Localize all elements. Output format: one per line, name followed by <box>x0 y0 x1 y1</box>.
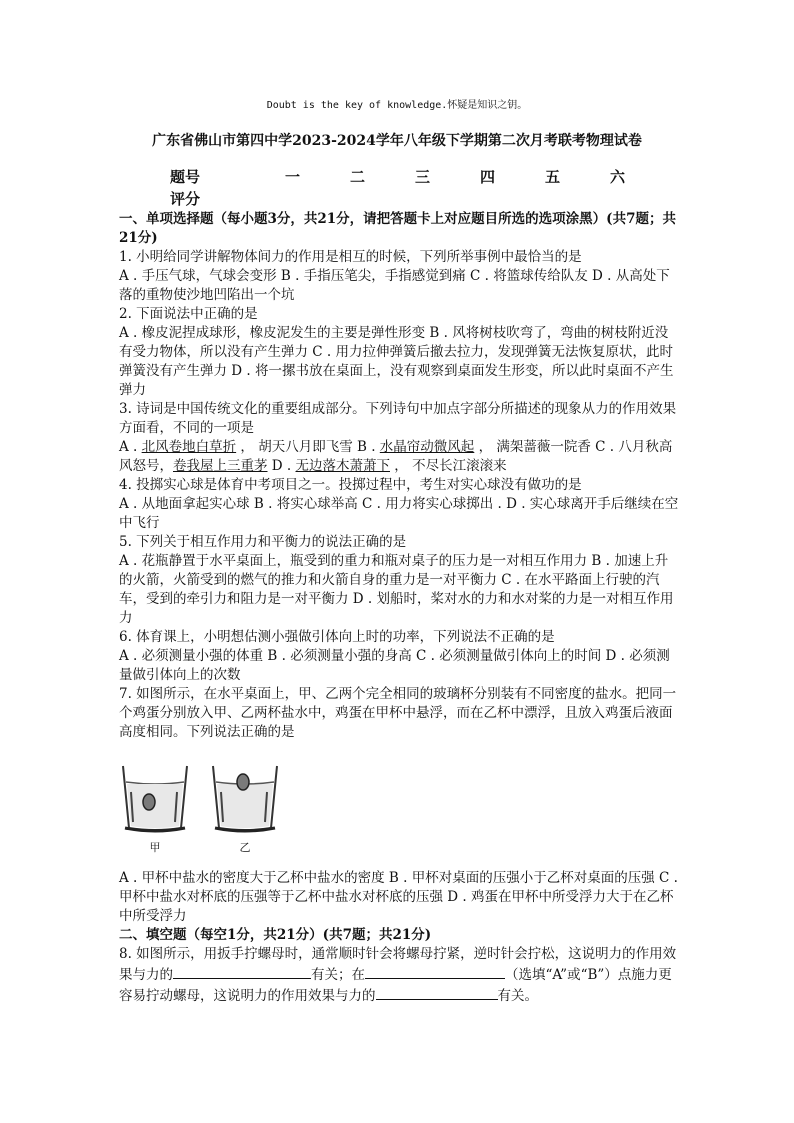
exam-content <box>119 210 681 1006</box>
question-stem: 1. 小明给同学讲解物体间力的作用是相互的时候，下列所举事例中最恰当的是 <box>119 249 582 265</box>
figure-label: 乙 <box>239 841 251 854</box>
score-table-column: 三 <box>414 168 430 186</box>
exam-title: 广东省佛山市第四中学2023-2024学年八年级下学期第二次月考联考物理试卷 <box>152 133 642 149</box>
figure-label: 甲 <box>149 841 161 854</box>
question-text: 8. 如图所示，用扳手拧螺母时，通常顺时针会将螺母拧紧，逆时针会拧松，这说明力的作用效果与力的 <box>119 946 677 983</box>
cup-yi-drawing <box>209 762 281 834</box>
underlined-phrase: 北风卷地白草折 <box>141 439 237 455</box>
score-table-score-row <box>170 188 650 210</box>
question-stem: 3. 诗词是中国传统文化的重要组成部分。下列诗句中加点字部分所描述的现象从力的作用效果方面看，不同的一项是 <box>119 401 677 436</box>
question-options: A . 甲杯中盐水的密度大于乙杯中盐水的密度 B . 甲杯对桌面的压强小于乙杯对桌面的压强 C . 甲杯中盐水对杯底的压强等于乙杯中盐水对杯底的压强 D . 鸡蛋在甲杯中所受浮力大于在乙杯中所受浮力 <box>119 870 678 924</box>
question-stem: 7. 如图所示，在水平桌面上，甲、乙两个完全相同的玻璃杯分别装有不同密度的盐水。把同一个鸡蛋分别放入甲、乙两杯盐水中，鸡蛋在甲杯中悬浮，而在乙杯中漂浮，且放入鸡蛋后液面高度相同。下列说法正确的是 <box>119 686 677 740</box>
score-table-header-row <box>170 166 650 188</box>
answer-blank[interactable] <box>376 985 498 1000</box>
question-stem: 6. 体育课上，小明想估测小强做引体向上时的功率，下列说法不正确的是 <box>119 629 555 645</box>
underlined-phrase: 卷我屋上三重茅 <box>173 458 268 474</box>
question-stem: 2. 下面说法中正确的是 <box>119 306 258 322</box>
cup-yi <box>209 762 281 857</box>
option-text: ， 满架蔷薇一院香 C . 八月秋高风怒号， <box>119 439 673 474</box>
question-options <box>119 438 681 476</box>
cup-jia <box>119 762 191 857</box>
question-options: A . 从地面拿起实心球 B . 将实心球举高 C . 用力将实心球掷出 . D . 实心球离开手后继续在空中飞行 <box>119 496 679 531</box>
egg-in-cups-figure <box>119 762 681 857</box>
score-table-score-label: 评分 <box>170 190 201 208</box>
question-fill-in <box>119 945 681 1006</box>
answer-blank[interactable] <box>365 964 505 979</box>
score-table-column: 五 <box>544 168 560 186</box>
option-text: ， 不尽长江滚滚来 <box>390 458 507 474</box>
score-table-column: 六 <box>609 168 625 186</box>
option-text: D . <box>267 458 296 474</box>
option-text: A . <box>119 439 142 455</box>
question-options: A . 手压气球，气球会变形 B . 手指压笔尖，手指感觉到痛 C . 将篮球传给队友 D . 从高处下落的重物使沙地凹陷出一个坑 <box>119 268 670 303</box>
question-options: A . 必须测量小强的体重 B . 必须测量小强的身高 C . 必须测量做引体向上的时间 D . 必须测量做引体向上的次数 <box>119 648 670 683</box>
option-text: ， 胡天八月即飞雪 B . <box>236 439 380 455</box>
score-table-column: 一 <box>284 168 300 186</box>
question-options: A . 花瓶静置于水平桌面上，瓶受到的重力和瓶对桌子的压力是一对相互作用力 B . 加速上升的火箭，火箭受到的燃气的推力和火箭自身的重力是一对平衡力 C . 在水平路面上行驶的汽车，受到的牵引力和阻力是一对平衡力 D . 划船时，桨对水的力和水对桨的力是一对相互作用力 <box>119 553 674 626</box>
question-options: A . 橡皮泥捏成球形，橡皮泥发生的主要是弹性形变 B . 风将树枝吹弯了，弯曲的树枝附近没有受力物体，所以没有产生弹力 C . 用力拉伸弹簧后撤去拉力，发现弹簧无法恢复原状，此时弹簧没有产生弹力 D . 将一摞书放在桌面上，没有观察到桌面发生形变，所以此时桌面不产生弹力 <box>119 325 674 398</box>
underlined-phrase: 无边落木萧萧下 <box>295 458 390 474</box>
section-heading: 二、填空题（每空1分，共21分）(共7题；共21分) <box>119 927 432 943</box>
question-stem: 4. 投掷实心球是体育中考项目之一。投掷过程中，考生对实心球没有做功的是 <box>119 477 582 493</box>
question-text: （选填“A”或“B”）点施力更容易拧动螺母，这说明力的作用效果与力的 <box>119 967 672 1004</box>
score-table-column: 四 <box>479 168 495 186</box>
score-table-header-label: 题号 <box>170 168 201 186</box>
question-text: 有关；在 <box>311 967 365 983</box>
motto: Doubt is the key of knowledge.怀疑是知识之钥。 <box>266 100 528 111</box>
score-table <box>170 166 650 210</box>
cup-jia-drawing <box>119 762 191 834</box>
score-table-column: 二 <box>349 168 365 186</box>
section-heading: 一、单项选择题（每小题3分，共21分，请把答题卡上对应题目所选的选项涂黑）(共7题；共21分) <box>119 211 676 246</box>
question-stem: 5. 下列关于相互作用力和平衡力的说法正确的是 <box>119 534 407 550</box>
underlined-phrase: 水晶帘动微风起 <box>379 439 475 455</box>
answer-blank[interactable] <box>173 964 311 979</box>
question-text: 有关。 <box>497 988 538 1004</box>
